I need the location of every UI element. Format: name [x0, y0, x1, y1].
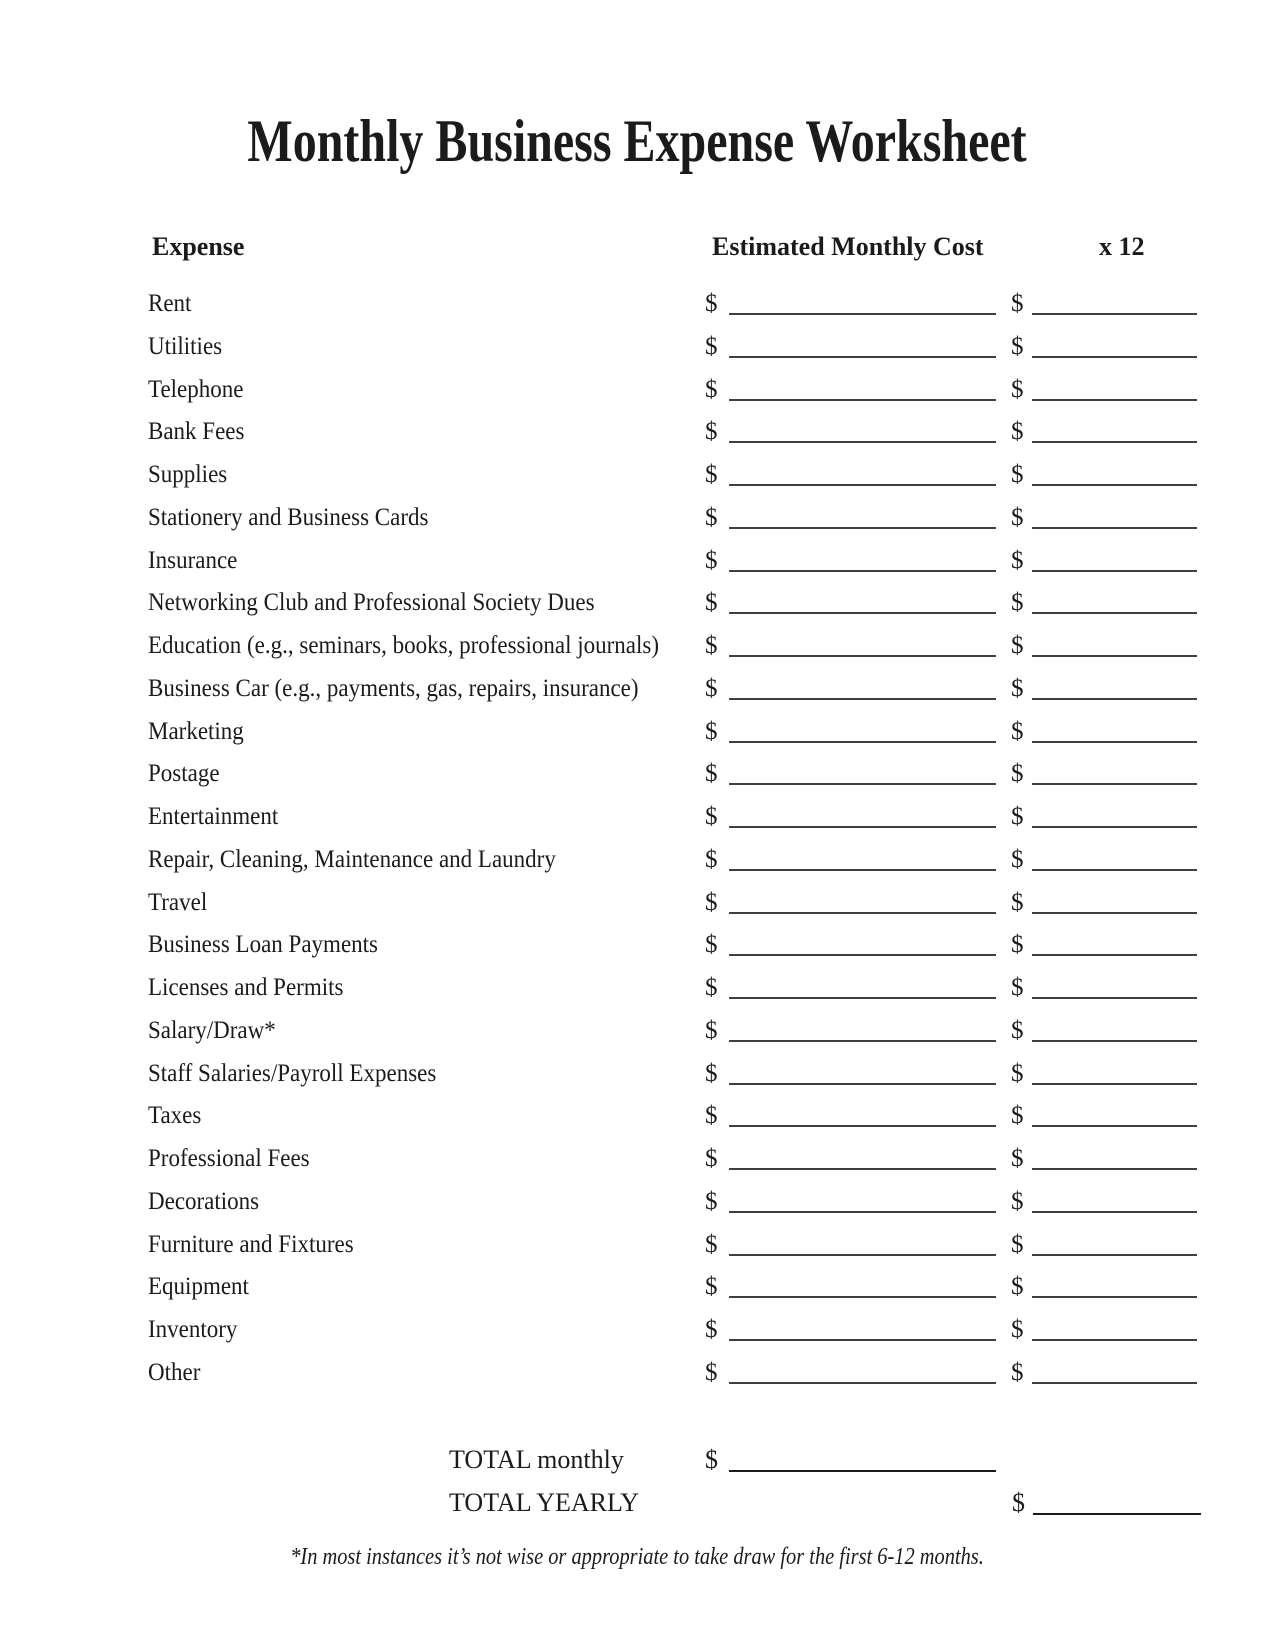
- expense-row: [0, 1138, 1275, 1181]
- yearly-cost-blank[interactable]: [1032, 655, 1197, 657]
- dollar-sign-yearly: $: [1011, 589, 1024, 617]
- yearly-cost-blank[interactable]: [1032, 441, 1197, 443]
- expense-row: [0, 967, 1275, 1010]
- expense-row: [0, 668, 1275, 711]
- dollar-sign-yearly: $: [1011, 632, 1024, 659]
- expense-row: [0, 582, 1275, 625]
- monthly-cost-blank[interactable]: [729, 612, 996, 614]
- dollar-sign-yearly: $: [1011, 931, 1024, 959]
- column-header-expense: Expense: [152, 232, 245, 261]
- expense-label: Postage: [148, 760, 220, 788]
- monthly-cost-blank[interactable]: [729, 1083, 996, 1085]
- dollar-sign-monthly: $: [705, 332, 718, 360]
- expense-label: Licenses and Permits: [148, 974, 344, 1001]
- footnote-text: *In most instances it’s not wise or appropriate to take draw for the first 6-12 months.: [290, 1544, 985, 1570]
- dollar-sign-monthly: $: [705, 375, 718, 403]
- expense-label: Telephone: [148, 375, 244, 403]
- dollar-sign-yearly: $: [1011, 1016, 1024, 1044]
- expense-row: [0, 497, 1275, 540]
- expense-row: [0, 1181, 1275, 1224]
- expense-row: [0, 1266, 1275, 1309]
- dollar-sign-monthly: $: [705, 760, 718, 788]
- dollar-sign-yearly: $: [1011, 461, 1024, 488]
- monthly-cost-blank[interactable]: [729, 1125, 996, 1127]
- monthly-cost-blank[interactable]: [729, 399, 996, 401]
- yearly-cost-blank[interactable]: [1032, 399, 1197, 401]
- expense-label: Networking Club and Professional Society Dues: [148, 589, 595, 617]
- monthly-cost-blank[interactable]: [729, 356, 996, 358]
- dollar-sign-yearly: $: [1011, 888, 1024, 916]
- expense-label: Business Car (e.g., payments, gas, repairs, insurance): [148, 674, 639, 702]
- total-monthly-label: TOTAL monthly: [449, 1445, 624, 1474]
- expense-label: Insurance: [148, 546, 238, 574]
- dollar-sign-yearly: $: [1011, 418, 1024, 446]
- page-title-text: Monthly Business Expense Worksheet: [247, 108, 1028, 174]
- column-header-estimated-monthly-cost: Estimated Monthly Cost: [712, 232, 984, 261]
- dollar-sign-monthly: $: [705, 1358, 718, 1386]
- monthly-cost-blank[interactable]: [729, 997, 996, 999]
- dollar-sign-yearly: $: [1011, 760, 1024, 788]
- dollar-sign-yearly: $: [1011, 974, 1024, 1001]
- expense-row: [0, 411, 1275, 454]
- yearly-cost-blank[interactable]: [1032, 1254, 1197, 1256]
- expense-row: [0, 1095, 1275, 1138]
- monthly-cost-blank[interactable]: [729, 1339, 996, 1341]
- dollar-sign-yearly: $: [1011, 1187, 1024, 1215]
- expense-row: [0, 369, 1275, 412]
- yearly-cost-blank[interactable]: [1032, 1125, 1197, 1127]
- monthly-cost-blank[interactable]: [729, 655, 996, 657]
- monthly-cost-blank[interactable]: [729, 527, 996, 529]
- dollar-sign-monthly: $: [705, 1230, 718, 1258]
- dollar-sign-yearly: $: [1011, 1230, 1024, 1258]
- dollar-sign-monthly: $: [705, 632, 718, 659]
- total-yearly-blank[interactable]: [1033, 1513, 1201, 1515]
- expense-label: Equipment: [148, 1273, 249, 1301]
- dollar-sign-monthly: $: [705, 931, 718, 959]
- expense-row: [0, 1224, 1275, 1267]
- dollar-sign-yearly: $: [1011, 845, 1024, 873]
- yearly-cost-blank[interactable]: [1032, 1339, 1197, 1341]
- expense-label: Professional Fees: [148, 1145, 310, 1172]
- dollar-sign-monthly: $: [705, 717, 718, 745]
- total-monthly-row: [0, 1438, 1275, 1481]
- dollar-sign-monthly: $: [705, 803, 718, 830]
- dollar-sign-monthly: $: [705, 674, 718, 702]
- expense-label: Furniture and Fixtures: [148, 1230, 354, 1258]
- expense-label: Bank Fees: [148, 418, 245, 446]
- dollar-sign-monthly: $: [705, 290, 718, 317]
- dollar-sign-yearly: $: [1011, 803, 1024, 830]
- yearly-cost-blank[interactable]: [1032, 912, 1197, 914]
- expense-row: [0, 1053, 1275, 1096]
- yearly-cost-blank[interactable]: [1032, 1382, 1197, 1384]
- yearly-cost-blank[interactable]: [1032, 997, 1197, 999]
- expense-rows: [0, 283, 1275, 1395]
- monthly-cost-blank[interactable]: [729, 1296, 996, 1298]
- yearly-cost-blank[interactable]: [1032, 1040, 1197, 1042]
- dollar-sign-monthly: $: [705, 1145, 718, 1172]
- expense-label: Entertainment: [148, 803, 279, 830]
- total-monthly-blank[interactable]: [729, 1470, 996, 1472]
- dollar-sign-monthly: $: [705, 1016, 718, 1044]
- dollar-sign-monthly: $: [705, 1059, 718, 1087]
- dollar-sign-yearly: $: [1011, 1145, 1024, 1172]
- dollar-sign-monthly: $: [705, 589, 718, 617]
- monthly-cost-blank[interactable]: [729, 869, 996, 871]
- expense-row: [0, 796, 1275, 839]
- footnote: [0, 1538, 1275, 1576]
- expense-label: Decorations: [148, 1187, 260, 1215]
- expense-label: Other: [148, 1358, 201, 1386]
- monthly-cost-blank[interactable]: [729, 826, 996, 828]
- yearly-cost-blank[interactable]: [1032, 356, 1197, 358]
- expense-row: [0, 1352, 1275, 1395]
- dollar-sign-monthly: $: [705, 845, 718, 873]
- yearly-cost-blank[interactable]: [1032, 741, 1197, 743]
- dollar-sign-monthly: $: [705, 461, 718, 488]
- dollar-sign-yearly: $: [1011, 503, 1024, 531]
- monthly-cost-blank[interactable]: [729, 741, 996, 743]
- dollar-sign-monthly: $: [705, 1102, 718, 1130]
- monthly-cost-blank[interactable]: [729, 1040, 996, 1042]
- dollar-sign-yearly: $: [1011, 1316, 1024, 1343]
- expense-label: Travel: [148, 888, 208, 916]
- monthly-cost-blank[interactable]: [729, 1382, 996, 1384]
- expense-row: [0, 625, 1275, 668]
- expense-label: Taxes: [148, 1102, 202, 1130]
- expense-row: [0, 711, 1275, 754]
- expense-label: Inventory: [148, 1316, 238, 1343]
- yearly-cost-blank[interactable]: [1032, 484, 1197, 486]
- yearly-cost-blank[interactable]: [1032, 313, 1197, 315]
- monthly-cost-blank[interactable]: [729, 912, 996, 914]
- dollar-sign-monthly: $: [705, 503, 718, 531]
- expense-label: Supplies: [148, 461, 228, 488]
- yearly-cost-blank[interactable]: [1032, 612, 1197, 614]
- monthly-cost-blank[interactable]: [729, 484, 996, 486]
- yearly-cost-blank[interactable]: [1032, 783, 1197, 785]
- dollar-sign-yearly: $: [1011, 375, 1024, 403]
- yearly-cost-blank[interactable]: [1032, 1211, 1197, 1213]
- yearly-cost-blank[interactable]: [1032, 869, 1197, 871]
- expense-label: Stationery and Business Cards: [148, 503, 429, 531]
- monthly-cost-blank[interactable]: [729, 1168, 996, 1170]
- dollar-sign-total-monthly: $: [705, 1445, 718, 1474]
- expense-row: [0, 326, 1275, 369]
- yearly-cost-blank[interactable]: [1032, 826, 1197, 828]
- expense-label: Salary/Draw*: [148, 1016, 276, 1044]
- monthly-cost-blank[interactable]: [729, 313, 996, 315]
- expense-row: [0, 454, 1275, 497]
- dollar-sign-yearly: $: [1011, 332, 1024, 360]
- dollar-sign-yearly: $: [1011, 546, 1024, 574]
- monthly-cost-blank[interactable]: [729, 954, 996, 956]
- dollar-sign-monthly: $: [705, 1273, 718, 1301]
- dollar-sign-yearly: $: [1011, 1102, 1024, 1130]
- column-headers: [0, 228, 1275, 266]
- expense-label: Rent: [148, 290, 192, 317]
- dollar-sign-yearly: $: [1011, 717, 1024, 745]
- dollar-sign-yearly: $: [1011, 1059, 1024, 1087]
- monthly-cost-blank[interactable]: [729, 441, 996, 443]
- monthly-cost-blank[interactable]: [729, 698, 996, 700]
- dollar-sign-monthly: $: [705, 546, 718, 574]
- expense-row: [0, 882, 1275, 925]
- dollar-sign-yearly: $: [1011, 1273, 1024, 1301]
- yearly-cost-blank[interactable]: [1032, 954, 1197, 956]
- dollar-sign-monthly: $: [705, 1316, 718, 1343]
- yearly-cost-blank[interactable]: [1032, 527, 1197, 529]
- yearly-cost-blank[interactable]: [1032, 698, 1197, 700]
- monthly-cost-blank[interactable]: [729, 783, 996, 785]
- dollar-sign-yearly: $: [1011, 1358, 1024, 1386]
- dollar-sign-monthly: $: [705, 888, 718, 916]
- yearly-cost-blank[interactable]: [1032, 570, 1197, 572]
- total-yearly-label: TOTAL YEARLY: [449, 1488, 640, 1517]
- expense-row: [0, 1309, 1275, 1352]
- expense-row: [0, 1010, 1275, 1053]
- expense-label: Marketing: [148, 717, 244, 745]
- expense-row: [0, 540, 1275, 583]
- total-yearly-row: [0, 1481, 1275, 1524]
- yearly-cost-blank[interactable]: [1032, 1168, 1197, 1170]
- page-title: [0, 110, 1275, 172]
- expense-label: Repair, Cleaning, Maintenance and Laundry: [148, 845, 556, 873]
- dollar-sign-yearly: $: [1011, 674, 1024, 702]
- monthly-cost-blank[interactable]: [729, 1211, 996, 1213]
- expense-row: [0, 283, 1275, 326]
- monthly-cost-blank[interactable]: [729, 1254, 996, 1256]
- column-header-x12: x 12: [1099, 232, 1145, 261]
- expense-label: Staff Salaries/Payroll Expenses: [148, 1059, 437, 1087]
- expense-row: [0, 924, 1275, 967]
- yearly-cost-blank[interactable]: [1032, 1083, 1197, 1085]
- dollar-sign-yearly: $: [1011, 290, 1024, 317]
- dollar-sign-monthly: $: [705, 418, 718, 446]
- expense-label: Business Loan Payments: [148, 931, 378, 959]
- monthly-cost-blank[interactable]: [729, 570, 996, 572]
- expense-row: [0, 839, 1275, 882]
- expense-row: [0, 753, 1275, 796]
- expense-label: Education (e.g., seminars, books, professional journals): [148, 632, 660, 659]
- dollar-sign-total-yearly: $: [1012, 1488, 1025, 1517]
- dollar-sign-monthly: $: [705, 974, 718, 1001]
- expense-label: Utilities: [148, 332, 223, 360]
- yearly-cost-blank[interactable]: [1032, 1296, 1197, 1298]
- dollar-sign-monthly: $: [705, 1187, 718, 1215]
